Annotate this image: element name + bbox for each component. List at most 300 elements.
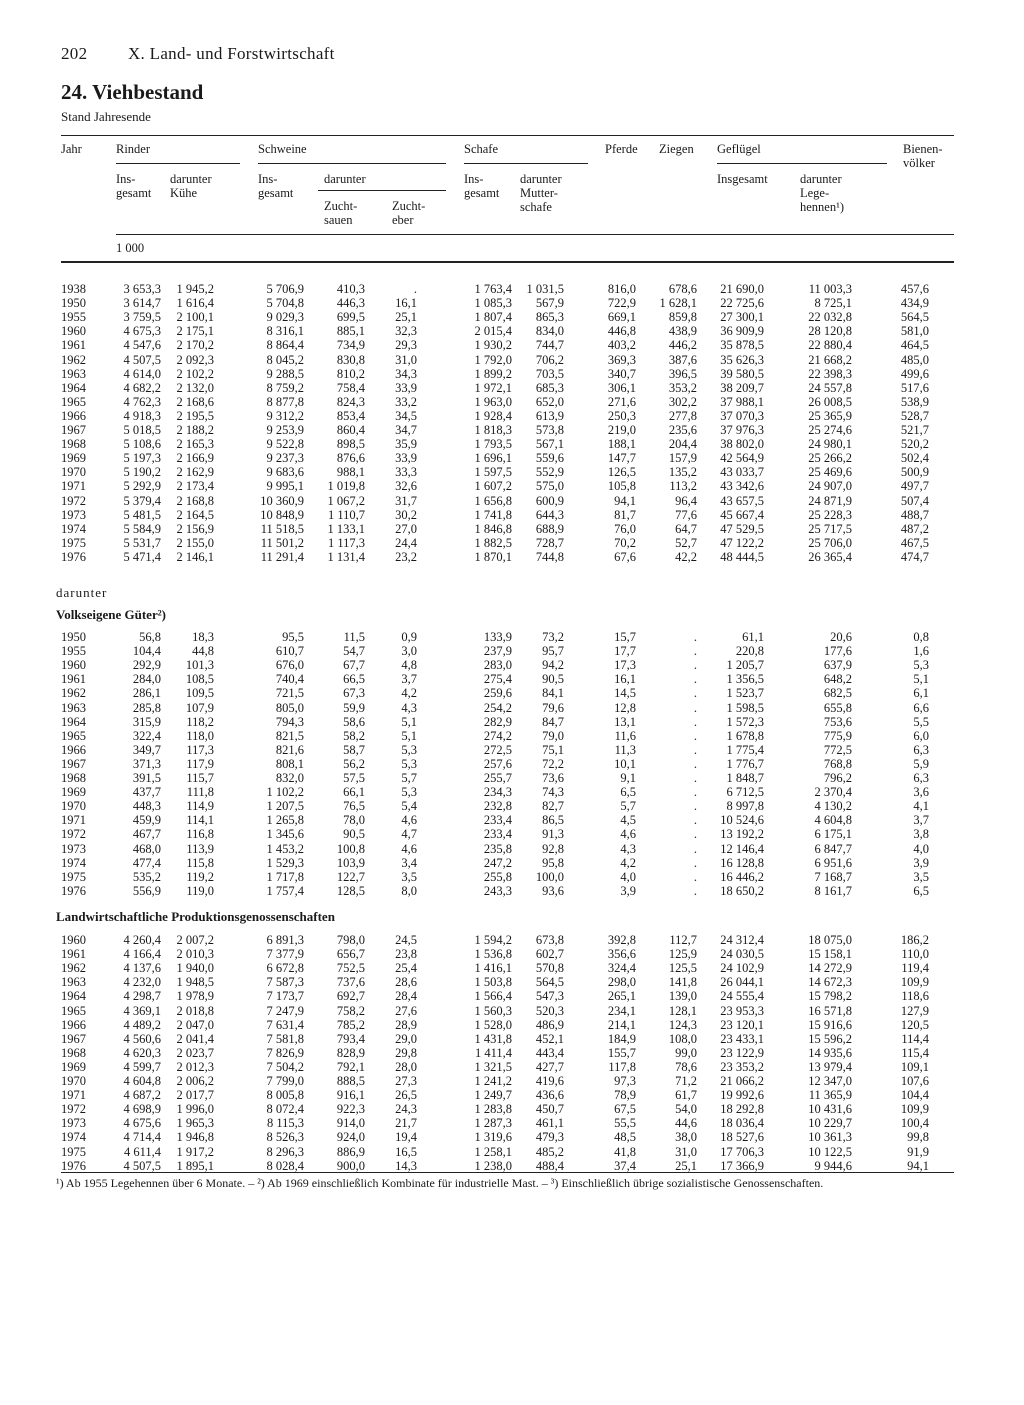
- cell-bienen: 581,0: [900, 324, 929, 339]
- cell-gefluegel-legehennen: 10 122,5: [808, 1144, 852, 1159]
- cell-gefluegel-legehennen: 21 668,2: [808, 352, 852, 367]
- cell-rinder-insgesamt: 285,8: [132, 700, 161, 715]
- table-row: [0, 1046, 1024, 1060]
- col-bienen: Bienen- völker: [903, 142, 943, 170]
- table-row: [0, 1102, 1024, 1116]
- cell-bienen: 502,4: [900, 451, 929, 466]
- cell-year: 1950: [61, 296, 86, 311]
- cell-schweine-insgesamt: 8 526,3: [266, 1130, 304, 1145]
- cell-rinder-insgesamt: 4 166,4: [123, 947, 161, 962]
- cell-bienen: 497,7: [900, 479, 929, 494]
- col-schweine-insgesamt: Ins- gesamt: [258, 172, 294, 200]
- cell-rinder-insgesamt: 292,9: [132, 658, 161, 673]
- cell-schafe-insgesamt: 1 258,1: [474, 1144, 512, 1159]
- cell-pferde: 76,0: [614, 521, 636, 536]
- cell-rinder-kuehe: 2 155,0: [176, 535, 214, 550]
- cell-pferde: 9,1: [620, 771, 636, 785]
- cell-schweine-insgesamt: 7 581,8: [266, 1031, 304, 1046]
- cell-schweine-insgesamt: 8 005,8: [266, 1088, 304, 1103]
- cell-gefluegel-legehennen: 25 706,0: [808, 535, 852, 550]
- cell-pferde: 10,1: [614, 756, 636, 771]
- cell-rinder-kuehe: 2 102,2: [176, 366, 214, 381]
- cell-gefluegel-insgesamt: 21 690,0: [720, 282, 764, 296]
- cell-gefluegel-insgesamt: 16 128,8: [720, 855, 764, 870]
- cell-schweine-zuchteber: 5,3: [401, 756, 417, 771]
- cell-schweine-zuchtsauen: 785,2: [336, 1017, 365, 1032]
- cell-gefluegel-legehennen: 25 365,9: [808, 408, 852, 423]
- cell-bienen: 0,8: [913, 630, 929, 644]
- cell-ziegen: 108,0: [668, 1031, 697, 1046]
- cell-gefluegel-insgesamt: 1 572,3: [726, 714, 764, 729]
- cell-pferde: 446,8: [607, 324, 636, 339]
- cell-ziegen: 141,8: [668, 975, 697, 990]
- cell-schafe-mutterschafe: 688,9: [535, 521, 564, 536]
- cell-bienen: 5,5: [913, 714, 929, 729]
- cell-schafe-insgesamt: 1 560,3: [474, 1003, 512, 1018]
- cell-bienen: 107,6: [900, 1074, 929, 1088]
- cell-pferde: 11,6: [614, 728, 636, 743]
- cell-year: 1960: [61, 658, 86, 673]
- col-ziegen: Ziegen: [659, 142, 694, 156]
- cell-ziegen: 54,0: [675, 1102, 697, 1117]
- cell-schafe-mutterschafe: 84,7: [542, 714, 564, 729]
- cell-bienen: 4,1: [913, 799, 929, 814]
- cell-schweine-zuchteber: 5,1: [401, 728, 417, 743]
- cell-gefluegel-legehennen: 753,6: [823, 714, 852, 729]
- cell-pferde: 298,0: [607, 975, 636, 990]
- cell-year: 1963: [61, 975, 86, 990]
- cell-schafe-insgesamt: 1 972,1: [474, 380, 512, 395]
- table-row: [0, 550, 1024, 564]
- cell-schafe-mutterschafe: 485,2: [535, 1144, 564, 1159]
- cell-ziegen: 128,1: [668, 1003, 697, 1018]
- col-pferde: Pferde: [605, 142, 638, 156]
- cell-schweine-zuchtsauen: 11,5: [343, 630, 365, 644]
- cell-pferde: 81,7: [614, 507, 636, 522]
- cell-rinder-kuehe: 119,0: [186, 883, 214, 898]
- cell-rinder-insgesamt: 5 471,4: [123, 549, 161, 564]
- cell-schafe-mutterschafe: 600,9: [535, 493, 564, 508]
- cell-pferde: 4,3: [620, 841, 636, 856]
- cell-schafe-insgesamt: 272,5: [483, 742, 512, 757]
- table-row: [0, 644, 1024, 658]
- cell-ziegen: .: [693, 728, 697, 743]
- cell-bienen: 118,6: [901, 989, 929, 1004]
- table-row: [0, 508, 1024, 522]
- cell-schweine-insgesamt: 1 102,2: [266, 785, 304, 800]
- table-row: [0, 451, 1024, 465]
- cell-schweine-zuchteber: 29,3: [395, 338, 417, 353]
- cell-schweine-zuchtsauen: 853,4: [336, 408, 365, 423]
- cell-schweine-insgesamt: 1 345,6: [266, 827, 304, 842]
- col-schafe: Schafe: [464, 142, 499, 156]
- cell-schweine-zuchtsauen: 692,7: [336, 989, 365, 1004]
- col-gefluegel-insgesamt: Insgesamt: [717, 172, 768, 186]
- cell-gefluegel-legehennen: 26 008,5: [808, 394, 852, 409]
- cell-bienen: 521,7: [900, 423, 929, 437]
- cell-schweine-insgesamt: 9 029,3: [266, 310, 304, 325]
- cell-ziegen: 31,0: [675, 1144, 697, 1159]
- cell-pferde: 147,7: [607, 451, 636, 466]
- cell-schafe-insgesamt: 1 319,6: [474, 1130, 512, 1145]
- cell-ziegen: 38,0: [675, 1130, 697, 1145]
- cell-schweine-zuchteber: 25,1: [395, 310, 417, 325]
- cell-bienen: 5,3: [913, 658, 929, 673]
- cell-schafe-mutterschafe: 575,0: [535, 479, 564, 494]
- cell-year: 1964: [61, 714, 86, 729]
- cell-schafe-insgesamt: 1 287,3: [474, 1116, 512, 1131]
- table-row: [0, 856, 1024, 870]
- table-row: [0, 947, 1024, 961]
- cell-gefluegel-legehennen: 13 979,4: [808, 1059, 852, 1074]
- cell-year: 1976: [61, 549, 86, 564]
- cell-schweine-zuchtsauen: 66,1: [343, 785, 365, 800]
- table-row: [0, 1060, 1024, 1074]
- cell-rinder-kuehe: 18,3: [192, 630, 214, 644]
- cell-schweine-zuchtsauen: 58,7: [343, 742, 365, 757]
- cell-rinder-kuehe: 2 168,8: [176, 493, 214, 508]
- cell-gefluegel-legehennen: 25 717,5: [808, 521, 852, 536]
- table-subtitle: Stand Jahresende: [61, 109, 151, 124]
- cell-rinder-kuehe: 2 041,4: [176, 1031, 214, 1046]
- cell-ziegen: .: [693, 841, 697, 856]
- cell-pferde: 6,5: [620, 785, 636, 800]
- cell-schafe-insgesamt: 1 846,8: [474, 521, 512, 536]
- cell-rinder-insgesamt: 4 714,4: [123, 1130, 161, 1145]
- cell-ziegen: 124,3: [668, 1017, 697, 1032]
- cell-ziegen: 42,2: [675, 549, 697, 564]
- cell-schweine-zuchteber: 8,0: [401, 883, 417, 898]
- col-rinder-kuehe: darunter Kühe: [170, 172, 212, 200]
- cell-rinder-kuehe: 44,8: [192, 644, 214, 659]
- cell-rinder-insgesamt: 3 653,3: [123, 282, 161, 296]
- cell-schweine-zuchtsauen: 988,1: [336, 465, 365, 480]
- cell-ziegen: 277,8: [668, 408, 697, 423]
- cell-year: 1973: [61, 841, 86, 856]
- cell-schweine-insgesamt: 5 704,8: [266, 296, 304, 311]
- table-row: [0, 282, 1024, 296]
- cell-schweine-zuchtsauen: 446,3: [336, 296, 365, 311]
- cell-gefluegel-insgesamt: 23 433,1: [720, 1031, 764, 1046]
- cell-schweine-zuchteber: 5,3: [401, 742, 417, 757]
- cell-pferde: 5,7: [620, 799, 636, 814]
- cell-schafe-insgesamt: 247,2: [483, 855, 512, 870]
- cell-pferde: 369,3: [607, 352, 636, 367]
- cell-gefluegel-insgesamt: 1 776,7: [726, 756, 764, 771]
- table-row: [0, 870, 1024, 884]
- col-schweine: Schweine: [258, 142, 307, 156]
- cell-bienen: 100,4: [900, 1116, 929, 1131]
- cell-schafe-insgesamt: 275,4: [483, 672, 512, 687]
- cell-bienen: 507,4: [900, 493, 929, 508]
- cell-schweine-zuchteber: 4,8: [401, 658, 417, 673]
- cell-gefluegel-insgesamt: 24 102,9: [720, 961, 764, 976]
- cell-schweine-zuchteber: 33,9: [395, 380, 417, 395]
- cell-ziegen: 438,9: [668, 324, 697, 339]
- cell-schafe-mutterschafe: 602,7: [535, 947, 564, 962]
- cell-schweine-zuchtsauen: 122,7: [336, 869, 365, 884]
- cell-bienen: 127,9: [900, 1003, 929, 1018]
- unit-rule: [116, 234, 954, 235]
- cell-gefluegel-insgesamt: 8 997,8: [726, 799, 764, 814]
- cell-gefluegel-legehennen: 10 431,6: [808, 1102, 852, 1117]
- running-head: [61, 44, 335, 64]
- cell-year: 1972: [61, 1102, 86, 1117]
- cell-gefluegel-insgesamt: 1 523,7: [726, 686, 764, 701]
- cell-bienen: 487,2: [900, 521, 929, 536]
- cell-gefluegel-legehennen: 20,6: [830, 630, 852, 644]
- cell-gefluegel-legehennen: 682,5: [823, 686, 852, 701]
- cell-gefluegel-insgesamt: 23 953,3: [720, 1003, 764, 1018]
- cell-pferde: 4,6: [620, 827, 636, 842]
- cell-schweine-zuchtsauen: 737,6: [336, 975, 365, 990]
- cell-schweine-insgesamt: 7 247,9: [266, 1003, 304, 1018]
- cell-gefluegel-legehennen: 177,6: [823, 644, 852, 659]
- cell-schweine-zuchtsauen: 76,5: [343, 799, 365, 814]
- cell-schweine-zuchteber: 30,2: [395, 507, 417, 522]
- cell-schweine-zuchtsauen: 758,2: [336, 1003, 365, 1018]
- cell-year: 1972: [61, 827, 86, 842]
- table-row: [0, 799, 1024, 813]
- cell-schweine-zuchtsauen: 876,6: [336, 451, 365, 466]
- cell-rinder-insgesamt: 4 599,7: [123, 1059, 161, 1074]
- cell-year: 1971: [61, 479, 86, 494]
- cell-ziegen: .: [693, 756, 697, 771]
- cell-ziegen: .: [693, 700, 697, 715]
- cell-year: 1963: [61, 366, 86, 381]
- cell-ziegen: 77,6: [675, 507, 697, 522]
- cell-bienen: 457,6: [900, 282, 929, 296]
- cell-ziegen: 52,7: [675, 535, 697, 550]
- cell-gefluegel-insgesamt: 23 120,1: [720, 1017, 764, 1032]
- cell-schafe-insgesamt: 1 321,5: [474, 1059, 512, 1074]
- cell-rinder-insgesamt: 467,7: [132, 827, 161, 842]
- cell-gefluegel-insgesamt: 23 353,2: [720, 1059, 764, 1074]
- cell-rinder-insgesamt: 4 682,2: [123, 380, 161, 395]
- cell-schweine-zuchtsauen: 1 133,1: [327, 521, 365, 536]
- cell-pferde: 306,1: [607, 380, 636, 395]
- cell-schweine-zuchteber: 28,6: [395, 975, 417, 990]
- cell-schafe-mutterschafe: 95,8: [542, 855, 564, 870]
- cell-rinder-insgesamt: 322,4: [132, 728, 161, 743]
- cell-year: 1973: [61, 1116, 86, 1131]
- cell-schafe-mutterschafe: 1 031,5: [526, 282, 564, 296]
- cell-ziegen: 61,7: [675, 1088, 697, 1103]
- cell-schweine-zuchtsauen: 103,9: [336, 855, 365, 870]
- col-schweine-darunter: darunter: [324, 172, 366, 186]
- cell-ziegen: 125,9: [668, 947, 697, 962]
- cell-schweine-zuchtsauen: 66,5: [343, 672, 365, 687]
- cell-schweine-insgesamt: 9 253,9: [266, 423, 304, 437]
- cell-gefluegel-legehennen: 775,9: [823, 728, 852, 743]
- cell-schweine-zuchteber: 23,2: [395, 549, 417, 564]
- cell-pferde: 234,1: [607, 1003, 636, 1018]
- cell-gefluegel-legehennen: 22 880,4: [808, 338, 852, 353]
- cell-schweine-insgesamt: 7 377,9: [266, 947, 304, 962]
- cell-schweine-insgesamt: 8 028,4: [266, 1158, 304, 1173]
- cell-schafe-mutterschafe: 564,5: [535, 975, 564, 990]
- cell-year: 1966: [61, 1017, 86, 1032]
- cell-schweine-zuchtsauen: 898,5: [336, 437, 365, 452]
- cell-rinder-insgesamt: 315,9: [132, 714, 161, 729]
- cell-year: 1970: [61, 465, 86, 480]
- cell-gefluegel-insgesamt: 35 626,3: [720, 352, 764, 367]
- cell-bienen: 5,1: [913, 672, 929, 687]
- cell-gefluegel-insgesamt: 21 066,2: [720, 1074, 764, 1088]
- cell-rinder-insgesamt: 4 762,3: [123, 394, 161, 409]
- cell-rinder-kuehe: 2 006,2: [176, 1074, 214, 1088]
- cell-bienen: 528,7: [900, 408, 929, 423]
- cell-pferde: 41,8: [614, 1144, 636, 1159]
- cell-pferde: 4,5: [620, 813, 636, 828]
- table-row: [0, 975, 1024, 989]
- cell-gefluegel-insgesamt: 18 527,6: [720, 1130, 764, 1145]
- cell-rinder-insgesamt: 4 232,0: [123, 975, 161, 990]
- darunter-rule: [318, 190, 446, 191]
- cell-schweine-zuchteber: 3,4: [401, 855, 417, 870]
- cell-gefluegel-insgesamt: 1 356,5: [726, 672, 764, 687]
- cell-schafe-insgesamt: 235,8: [483, 841, 512, 856]
- cell-bienen: 499,6: [900, 366, 929, 381]
- cell-year: 1964: [61, 989, 86, 1004]
- cell-schweine-insgesamt: 10 848,9: [260, 507, 304, 522]
- cell-schafe-mutterschafe: 479,3: [535, 1130, 564, 1145]
- col-jahr: Jahr: [61, 142, 82, 156]
- cell-ziegen: .: [693, 855, 697, 870]
- cell-schafe-insgesamt: 1 963,0: [474, 394, 512, 409]
- table-title: 24. Viehbestand: [61, 80, 204, 104]
- table-row: [0, 989, 1024, 1003]
- cell-schweine-insgesamt: 8 045,2: [266, 352, 304, 367]
- cell-rinder-insgesamt: 4 620,3: [123, 1045, 161, 1060]
- cell-schafe-mutterschafe: 90,5: [542, 672, 564, 687]
- cell-schweine-zuchteber: 28,0: [395, 1059, 417, 1074]
- cell-year: 1962: [61, 961, 86, 976]
- cell-schafe-insgesamt: 243,3: [483, 883, 512, 898]
- table-row: [0, 630, 1024, 644]
- col-gefluegel-legehennen: darunter Lege- hennen¹): [800, 172, 845, 214]
- cell-schweine-insgesamt: 1 207,5: [266, 799, 304, 814]
- cell-rinder-insgesamt: 477,4: [132, 855, 161, 870]
- cell-rinder-kuehe: 1 917,2: [176, 1144, 214, 1159]
- cell-gefluegel-legehennen: 2 370,4: [814, 785, 852, 800]
- cell-rinder-kuehe: 115,7: [186, 771, 214, 785]
- cell-schafe-mutterschafe: 834,0: [535, 324, 564, 339]
- table-row: [0, 686, 1024, 700]
- cell-pferde: 669,1: [607, 310, 636, 325]
- cell-schafe-insgesamt: 1 882,5: [474, 535, 512, 550]
- cell-gefluegel-insgesamt: 17 706,3: [720, 1144, 764, 1159]
- cell-schafe-mutterschafe: 100,0: [535, 869, 564, 884]
- cell-schafe-insgesamt: 259,6: [483, 686, 512, 701]
- cell-rinder-insgesamt: 4 507,5: [123, 1158, 161, 1173]
- cell-gefluegel-insgesamt: 16 446,2: [720, 869, 764, 884]
- cell-gefluegel-insgesamt: 18 036,4: [720, 1116, 764, 1131]
- cell-year: 1965: [61, 394, 86, 409]
- cell-rinder-insgesamt: 349,7: [132, 742, 161, 757]
- cell-schweine-zuchteber: 16,1: [395, 296, 417, 311]
- cell-pferde: 324,4: [607, 961, 636, 976]
- cell-schafe-insgesamt: 1 566,4: [474, 989, 512, 1004]
- cell-rinder-insgesamt: 4 675,3: [123, 324, 161, 339]
- table-row: [0, 1018, 1024, 1032]
- cell-schafe-insgesamt: 1 503,8: [474, 975, 512, 990]
- cell-schafe-insgesamt: 233,4: [483, 827, 512, 842]
- cell-schweine-zuchtsauen: 824,3: [336, 394, 365, 409]
- cell-schafe-insgesamt: 1 792,0: [474, 352, 512, 367]
- cell-bienen: 109,9: [900, 1102, 929, 1117]
- cell-schweine-zuchteber: 33,9: [395, 451, 417, 466]
- cell-rinder-insgesamt: 5 481,5: [123, 507, 161, 522]
- cell-pferde: 214,1: [607, 1017, 636, 1032]
- cell-schafe-mutterschafe: 93,6: [542, 883, 564, 898]
- cell-schweine-zuchtsauen: 1 117,3: [327, 535, 365, 550]
- cell-year: 1965: [61, 728, 86, 743]
- cell-rinder-insgesamt: 459,9: [132, 813, 161, 828]
- cell-gefluegel-legehennen: 6 847,7: [814, 841, 852, 856]
- table-row: [0, 1088, 1024, 1102]
- cell-schafe-insgesamt: 232,8: [483, 799, 512, 814]
- cell-schweine-zuchteber: 34,7: [395, 423, 417, 437]
- cell-gefluegel-legehennen: 15 916,6: [808, 1017, 852, 1032]
- cell-bienen: 110,0: [901, 947, 929, 962]
- darunter-label: darunter: [56, 585, 108, 600]
- cell-schafe-mutterschafe: 73,6: [542, 771, 564, 785]
- cell-gefluegel-legehennen: 11 003,3: [808, 282, 852, 296]
- cell-schafe-insgesamt: 1 763,4: [474, 282, 512, 296]
- table-row: [0, 785, 1024, 799]
- cell-bienen: 3,8: [913, 827, 929, 842]
- cell-schweine-zuchteber: 31,7: [395, 493, 417, 508]
- cell-bienen: 6,0: [913, 728, 929, 743]
- cell-pferde: 271,6: [607, 394, 636, 409]
- cell-schafe-insgesamt: 1 928,4: [474, 408, 512, 423]
- cell-bienen: 120,5: [900, 1017, 929, 1032]
- cell-gefluegel-legehennen: 8 161,7: [814, 883, 852, 898]
- cell-bienen: 6,3: [913, 771, 929, 785]
- cell-schafe-insgesamt: 283,0: [483, 658, 512, 673]
- cell-schafe-mutterschafe: 452,1: [535, 1031, 564, 1046]
- cell-schweine-zuchtsauen: 793,4: [336, 1031, 365, 1046]
- cell-schafe-mutterschafe: 728,7: [535, 535, 564, 550]
- cell-gefluegel-legehennen: 14 935,6: [808, 1045, 852, 1060]
- cell-schafe-insgesamt: 1 528,0: [474, 1017, 512, 1032]
- cell-rinder-kuehe: 2 168,6: [176, 394, 214, 409]
- cell-schweine-zuchteber: 4,3: [401, 700, 417, 715]
- cell-rinder-insgesamt: 286,1: [132, 686, 161, 701]
- cell-gefluegel-legehennen: 648,2: [823, 672, 852, 687]
- cell-rinder-kuehe: 2 188,2: [176, 423, 214, 437]
- cell-schweine-zuchtsauen: 758,4: [336, 380, 365, 395]
- cell-schweine-zuchtsauen: 57,5: [343, 771, 365, 785]
- cell-ziegen: 204,4: [668, 437, 697, 452]
- cell-year: 1970: [61, 799, 86, 814]
- cell-rinder-insgesamt: 556,9: [132, 883, 161, 898]
- cell-schweine-zuchteber: 21,7: [395, 1116, 417, 1131]
- cell-ziegen: 678,6: [668, 282, 697, 296]
- cell-schweine-insgesamt: 9 683,6: [266, 465, 304, 480]
- cell-bienen: 114,4: [901, 1031, 929, 1046]
- cell-year: 1962: [61, 352, 86, 367]
- cell-gefluegel-legehennen: 22 032,8: [808, 310, 852, 325]
- cell-rinder-kuehe: 1 948,5: [176, 975, 214, 990]
- cell-gefluegel-legehennen: 24 557,8: [808, 380, 852, 395]
- cell-schafe-mutterschafe: 75,1: [542, 742, 564, 757]
- cell-bienen: 485,0: [900, 352, 929, 367]
- cell-schafe-mutterschafe: 567,1: [535, 437, 564, 452]
- cell-ziegen: 71,2: [675, 1074, 697, 1088]
- cell-rinder-kuehe: 117,3: [186, 742, 214, 757]
